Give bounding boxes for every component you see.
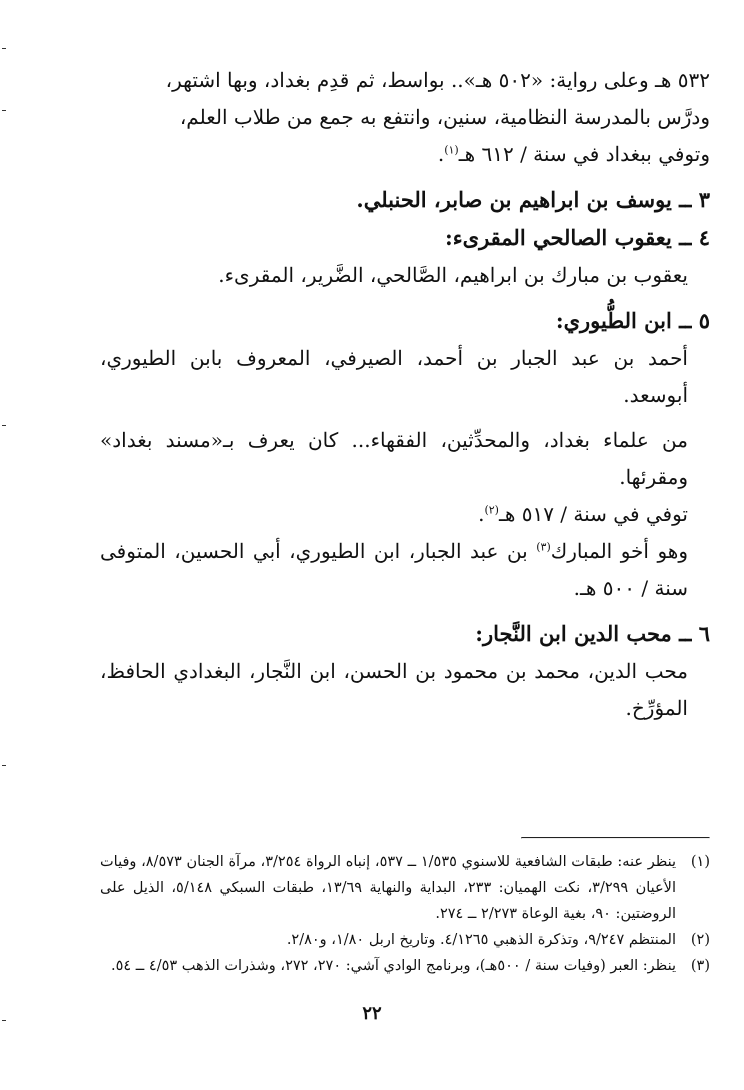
footnote-ref-1[interactable]: (١) xyxy=(444,143,459,157)
footnotes xyxy=(100,849,710,979)
entry-5-text-c-end: . xyxy=(478,502,485,526)
scan-edge-mark xyxy=(2,425,6,426)
entry-5-text-c xyxy=(100,496,710,533)
paragraph-1-line-2: ودرَّس بالمدرسة النظامية، سنين، وانتفع به جمع من طلاب العلم، xyxy=(179,105,710,129)
entry-6-text: محب الدين، محمد بن محمود بن الحسن، ابن النَّجار، البغدادي الحافظ، المؤرِّخ. xyxy=(100,659,688,720)
page-number: ٢٢ xyxy=(362,1003,382,1024)
entry-5-text-b: من علماء بغداد، والمحدِّثين، الفقهاء... كان يعرف بـ«مسند بغداد» ومقرئها. xyxy=(100,428,688,489)
paragraph-1-line-1: ٥٣٢ هـ وعلى رواية: «٥٠٢ هـ».. بواسط، ثم قدِم بغداد، وبها اشتهر، xyxy=(165,68,710,92)
footnote-2-number: (٢) xyxy=(690,932,710,948)
footnote-1-number: (١) xyxy=(690,854,710,870)
paragraph-1-line-3-text: وتوفي ببغداد في سنة / ٦١٢ هـ xyxy=(458,142,710,166)
paragraph-1-line-3 xyxy=(100,136,710,173)
entry-heading-6: ٦ ــ محب الدين ابن النَّجار: xyxy=(475,621,710,646)
footnote-1 xyxy=(100,849,710,927)
entry-heading-5: ٥ ــ ابن الطُّيوري: xyxy=(555,308,710,333)
footnote-ref-2[interactable]: (٢) xyxy=(484,503,499,517)
footnote-3-number: (٣) xyxy=(690,958,710,974)
entry-heading-4: ٤ ــ يعقوب الصالحي المقرىء: xyxy=(445,225,710,250)
scan-edge-mark xyxy=(2,765,6,766)
scan-edge-mark xyxy=(2,110,6,111)
entry-5-text-a: أحمد بن عبد الجبار بن أحمد، الصيرفي، المعروف بابن الطيوري، أبوسعد. xyxy=(100,346,688,407)
main-text xyxy=(100,62,710,727)
entry-5-text-d-rest: بن عبد الجبار، ابن الطيوري، أبي الحسين، المتوفى سنة / ٥٠٠ هـ. xyxy=(100,539,688,600)
entry-5-text-d-start: وهو أخو المبارك xyxy=(550,539,688,563)
entry-4-text: يعقوب بن مبارك بن ابراهيم، الصَّالحي، الضَّرير، المقرىء. xyxy=(218,263,688,287)
entry-5-text-c-body: توفي في سنة / ٥١٧ هـ xyxy=(498,502,688,526)
entry-heading-3: ٣ ــ يوسف بن ابراهيم بن صابر، الحنبلي. xyxy=(356,187,710,212)
entry-5-text-d xyxy=(100,533,710,607)
footnote-3 xyxy=(100,953,710,979)
footnote-1-text: ينظر عنه: طبقات الشافعية للاسنوي ١/٥٣٥ ــ ٥٣٧، إنباه الرواة ٣/٢٥٤، مرآة الجنان ٨/٥٧٣، وفيات الأعيان ٣/٢٩٩، نكت الهميان: ٢٣٣، البداية والنهاية ١٣/٦٩، طبقات السبكي ٥/١٤٨، الذيل على الروضتين: ٩٠، بغية الوعاة ٢/٢٧٣ ــ ٢٧٤. xyxy=(100,854,677,922)
footnote-2 xyxy=(100,927,710,953)
scan-edge-mark xyxy=(2,48,6,49)
footnote-2-text: المنتظم ٩/٢٤٧، وتذكرة الذهبي ٤/١٢٦٥. وتاريخ اربل ١/٨٠، و٢/٨٠. xyxy=(286,932,676,948)
footnote-3-text: ينظر: العبر (وفيات سنة / ٥٠٠هـ)، وبرنامج الوادي آشي: ٢٧٠، ٢٧٢، وشذرات الذهب ٤/٥٣ ــ ٥٤. xyxy=(111,958,676,974)
footnote-ref-3[interactable]: (٣) xyxy=(536,540,551,554)
footnote-separator xyxy=(521,837,710,839)
book-page xyxy=(100,62,710,974)
paragraph-1-end: . xyxy=(437,142,445,166)
